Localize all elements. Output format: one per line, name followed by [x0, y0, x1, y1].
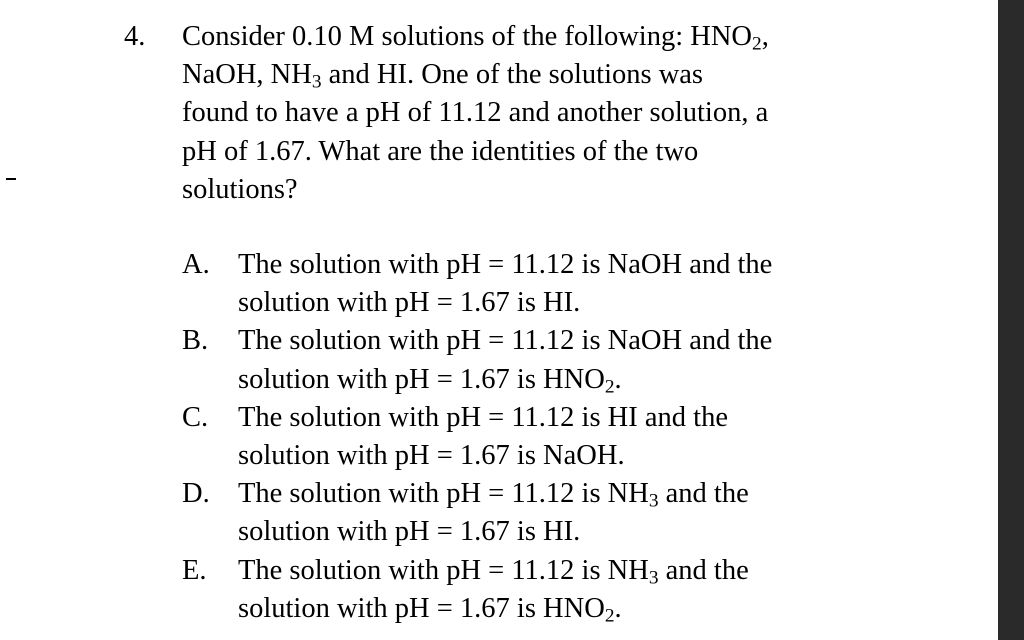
choice-line-text: .: [614, 592, 622, 624]
choice-line-text: and the: [658, 478, 749, 510]
question-line-text: found to have a pH of 11.12 and another solution, a: [182, 97, 769, 129]
choice-letter: A.: [182, 249, 210, 280]
choice-text: [238, 475, 749, 551]
subscript: 3: [311, 71, 322, 93]
choice-line-text: The solution with pH = 11.12 is NH: [238, 554, 649, 586]
subscript: 2: [604, 375, 615, 397]
answer-choices: [182, 246, 902, 628]
question-line-text: Consider 0.10 M solutions of the following: HNO: [182, 21, 752, 52]
choice-text: [238, 322, 772, 398]
choice-line: [238, 246, 772, 284]
choice-letter: B.: [182, 325, 209, 357]
choice-line-text: solution with pH = 1.67 is NaOH.: [238, 439, 625, 471]
question-line-text: pH of 1.67. What are the identities of the two: [182, 135, 699, 167]
question-line: [182, 94, 902, 132]
choice-text: [238, 552, 749, 628]
question-line-text: solutions?: [182, 173, 298, 205]
subscript: 3: [648, 566, 659, 588]
choice-b[interactable]: [182, 322, 902, 398]
question-line: [182, 133, 902, 171]
choice-letter: C.: [182, 401, 209, 433]
choice-line-text: The solution with pH = 11.12 is HI and the: [238, 401, 728, 433]
margin-dash: [6, 178, 16, 180]
choice-letter: D.: [182, 478, 210, 510]
choice-line: [238, 552, 749, 590]
subscript: 3: [648, 490, 659, 512]
choice-e[interactable]: [182, 552, 902, 628]
question-text: [182, 18, 902, 209]
choice-line-text: The solution with pH = 11.12 is NaOH and the: [238, 249, 773, 280]
question-line-text: and HI. One of the solutions was: [321, 59, 704, 91]
choice-line: [238, 475, 749, 513]
choice-line: [238, 322, 772, 360]
choice-a[interactable]: [182, 246, 902, 322]
question-line: [182, 171, 902, 209]
choice-line-text: solution with pH = 1.67 is HI.: [238, 287, 581, 319]
choice-line: [238, 284, 772, 322]
choice-line-text: solution with pH = 1.67 is HI.: [238, 516, 581, 548]
choice-line-text: solution with pH = 1.67 is HNO: [238, 592, 605, 624]
question-line-text: NaOH, NH: [182, 59, 312, 91]
choice-line-text: .: [614, 363, 622, 395]
subscript: 2: [752, 33, 762, 55]
choice-line-text: The solution with pH = 11.12 is NH: [238, 478, 649, 510]
question-number: 4.: [124, 21, 146, 52]
question-line: [182, 18, 902, 56]
choice-line: [238, 399, 728, 437]
choice-line-text: The solution with pH = 11.12 is NaOH and the: [238, 325, 773, 357]
question-line-text: ,: [761, 21, 769, 52]
choice-letter: E.: [182, 554, 207, 586]
subscript: 2: [604, 605, 615, 627]
choice-line: [238, 513, 749, 551]
choice-line: [238, 361, 772, 399]
choice-d[interactable]: [182, 475, 902, 551]
choice-text: [238, 399, 728, 475]
choice-line: [238, 437, 728, 475]
choice-line-text: and the: [658, 554, 749, 586]
choice-c[interactable]: [182, 399, 902, 475]
choice-line-text: solution with pH = 1.67 is HNO: [238, 363, 605, 395]
choice-text: [238, 246, 772, 322]
choice-line: [238, 590, 749, 628]
window-edge-bar: [998, 0, 1024, 640]
question-line: [182, 56, 902, 94]
